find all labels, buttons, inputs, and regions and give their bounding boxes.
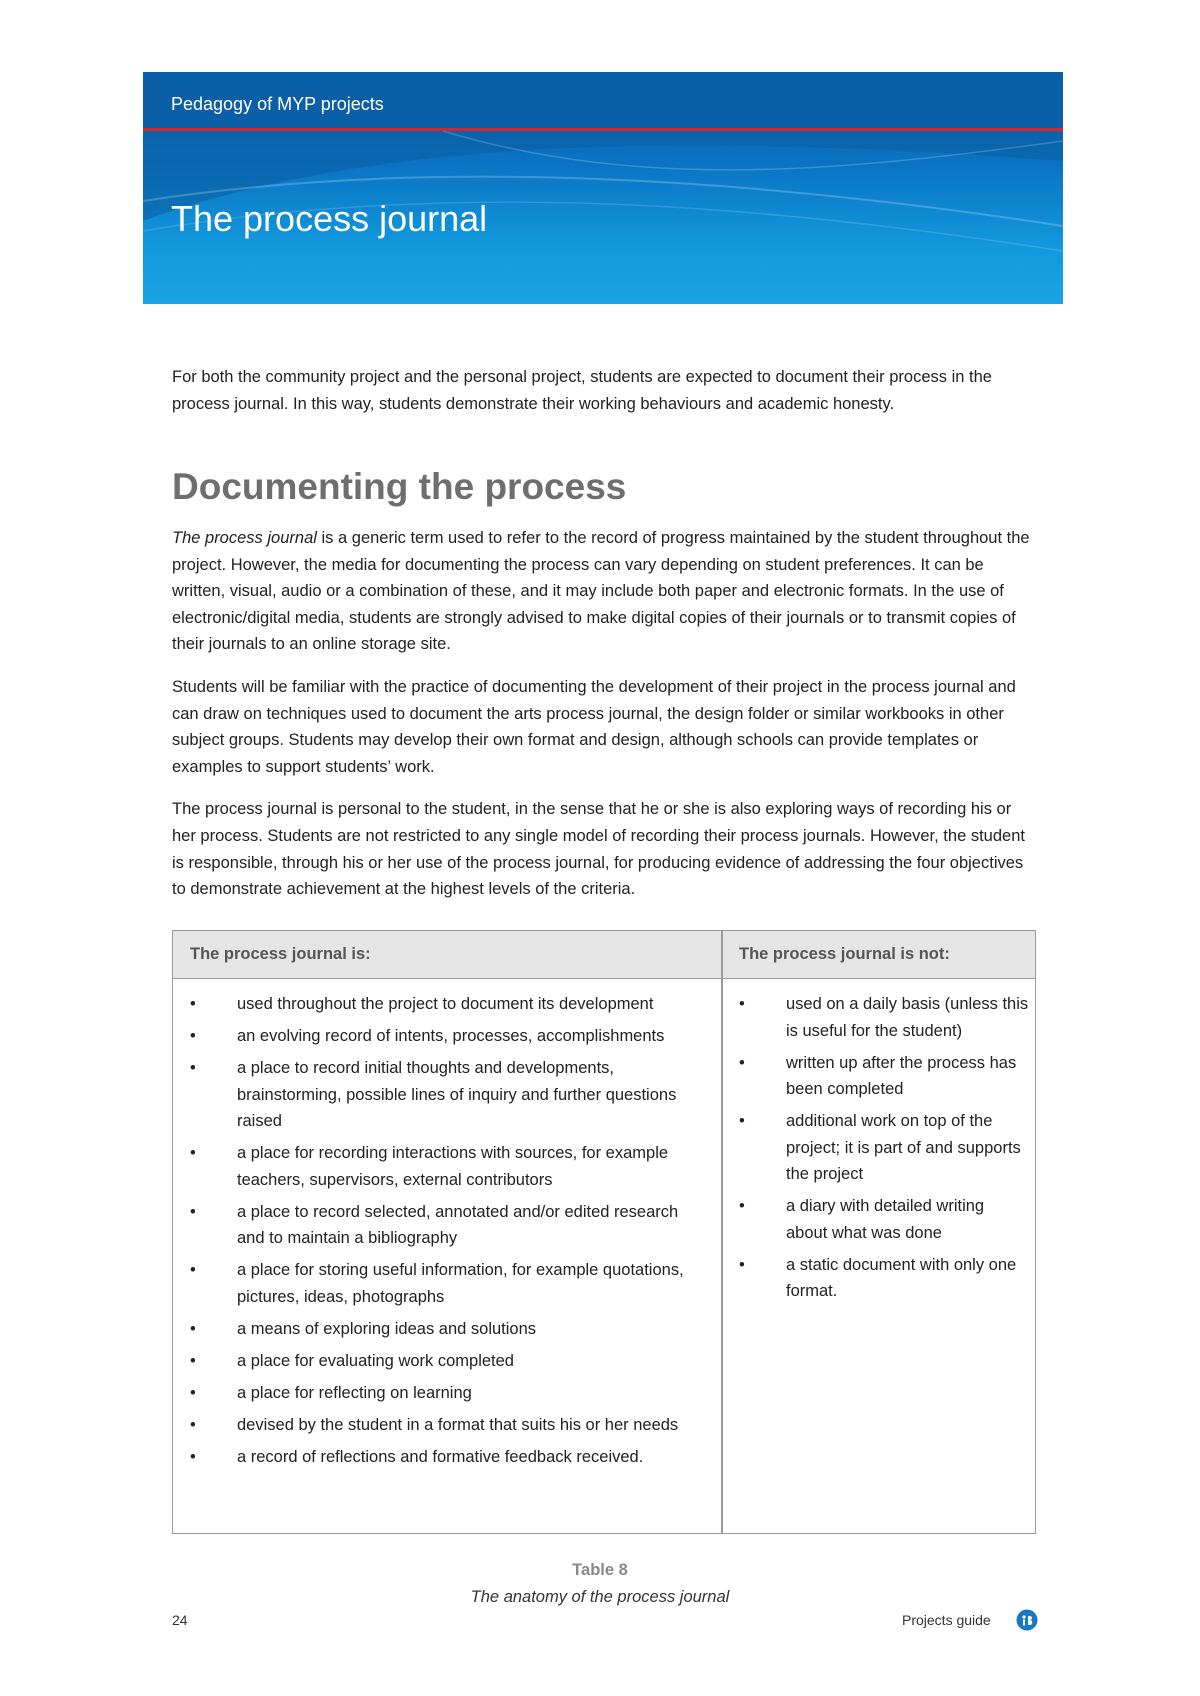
section-name: Pedagogy of MYP projects [171,94,384,114]
is-item-text: a place to record initial thoughts and developments, brainstorming, possible lines of inquiry and further questions raised [237,1059,677,1130]
is-item-text: devised by the student in a format that suits his or her needs [237,1415,679,1434]
ib-logo-icon [1016,1609,1038,1631]
is-item-text: a means of exploring ideas and solutions [237,1319,537,1338]
table-caption-label: Table 8 [572,1561,628,1579]
is-item-text: a place for storing useful information, for example quotations, pictures, ideas, photographs [237,1261,684,1306]
paragraph-definition [172,525,1038,658]
header-banner [143,72,1063,304]
is-item-text: a record of reflections and formative feedback received. [237,1447,644,1466]
is-item-text: a place for evaluating work completed [237,1351,514,1370]
is-list [190,991,710,1476]
not-item [739,1193,1029,1246]
process-journal-table [172,930,1036,1534]
bullet-icon: • [190,1383,196,1402]
not-item-text: used on a daily basis (unless this is useful for the student) [786,995,1029,1040]
is-item [190,1257,710,1310]
bullet-icon: • [190,1144,196,1162]
is-item [190,1199,710,1252]
table-header-is-not: The process journal is not: [739,945,950,963]
bullet-icon: • [190,1415,196,1434]
section-body [172,525,1038,919]
is-item [190,1348,710,1375]
bullet-icon: • [190,1447,196,1466]
is-not-list [739,991,1029,1310]
not-item [739,991,1029,1044]
is-item [190,1316,710,1343]
bullet-icon: • [190,1319,196,1338]
table-caption-text: The anatomy of the process journal [470,1588,730,1606]
bullet-icon: • [739,1197,745,1215]
is-item-text: a place for reflecting on learning [237,1383,472,1402]
not-item-text: a diary with detailed writing about what was done [786,1197,985,1242]
intro-paragraph: For both the community project and the personal project, students are expected to document their process in the process journal. In this way, students demonstrate their working behaviours and academic honesty. [172,368,992,413]
is-item [190,1055,710,1135]
is-item [190,1140,710,1193]
is-item-text: a place to record selected, annotated and/or edited research and to maintain a bibliography [237,1202,679,1247]
term-process-journal: The process journal [172,529,317,547]
bullet-icon: • [739,995,745,1013]
paragraph-familiarity: Students will be familiar with the practice of documenting the development of their project in the process journal and can draw on techniques used to document the arts process journal, the design folder or similar workbooks in other subject groups. Students may develop their own format and design, although schools can provide templates or examples to support students’ work. [172,677,1016,776]
is-item-text: used throughout the project to document its development [237,995,654,1013]
page-title: The process journal [171,198,488,239]
is-item [190,991,710,1018]
not-item [739,1108,1029,1188]
bullet-icon: • [190,995,196,1013]
not-item-text: written up after the process has been completed [786,1053,1017,1098]
table-header-is: The process journal is: [190,945,371,963]
is-item-text: a place for recording interactions with sources, for example teachers, supervisors, external contributors [237,1144,669,1189]
table-column-divider [721,931,723,1533]
bullet-icon: • [190,1059,196,1077]
page-number: 24 [172,1612,188,1628]
bullet-icon: • [190,1351,196,1370]
bullet-icon: • [739,1112,745,1130]
not-item-text: a static document with only one format. [786,1255,1017,1300]
guide-name: Projects guide [902,1612,991,1628]
bullet-icon: • [190,1202,196,1221]
is-item [190,1023,710,1050]
is-item-text: an evolving record of intents, processes, accomplishments [237,1027,665,1045]
is-item [190,1444,710,1471]
bullet-icon: • [190,1261,196,1279]
bullet-icon: • [739,1255,745,1274]
bullet-icon: • [190,1027,196,1045]
not-item [739,1252,1029,1305]
not-item [739,1050,1029,1103]
not-item-text: additional work on top of the project; it is part of and supports the project [786,1112,1021,1183]
paragraph-definition-text: is a generic term used to refer to the record of progress maintained by the student throughout the project. However, the media for documenting the process can vary depending on student preferences. It can be written, visual, audio or a combination of these, and it may include both paper and electronic formats. In the use of electronic/digital media, students are strongly advised to make digital copies of their journals or to transmit copies of their journals to an online storage site. [172,529,1030,654]
is-item [190,1412,710,1439]
section-heading: Documenting the process [172,466,627,507]
bullet-icon: • [739,1053,745,1072]
paragraph-personal: The process journal is personal to the student, in the sense that he or she is also exploring ways of recording his or her process. Students are not restricted to any single model of recording their process journals. However, the student is responsible, through his or her use of the process journal, for producing evidence of addressing the four objectives to demonstrate achievement at the highest levels of the criteria. [172,800,1025,899]
is-item [190,1380,710,1407]
